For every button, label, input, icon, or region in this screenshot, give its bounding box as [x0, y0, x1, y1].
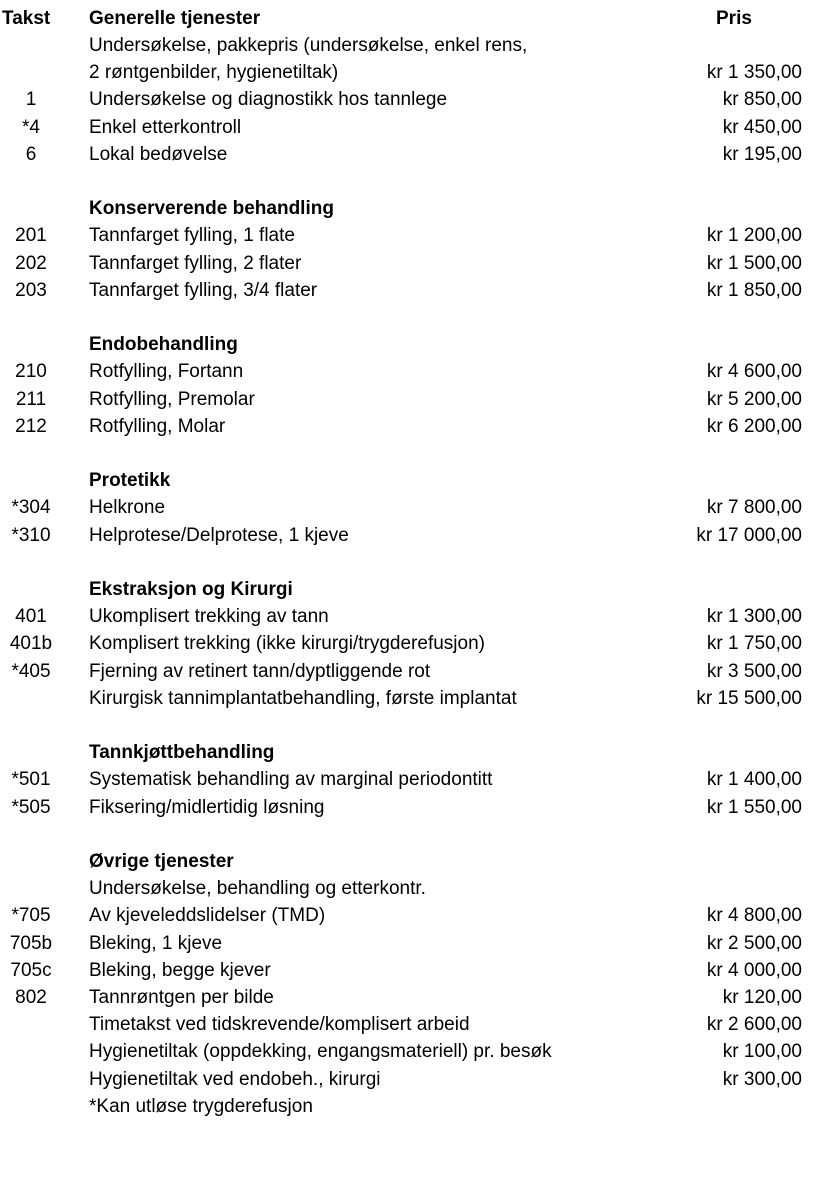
table-row [0, 386, 817, 413]
row-price: kr 5 200,00 [706, 388, 802, 410]
table-row [0, 1093, 817, 1120]
row-description: Rotfylling, Premolar [89, 388, 255, 410]
section-heading [0, 467, 817, 494]
table-row [0, 522, 817, 549]
row-price: kr 120,00 [722, 987, 802, 1008]
row-price: kr 2 500,00 [706, 932, 802, 954]
table-row [0, 358, 817, 385]
row-price: kr 195,00 [722, 143, 802, 165]
row-price: kr 1 500,00 [706, 252, 802, 274]
row-code: *4 [22, 116, 40, 138]
table-row [0, 222, 817, 249]
table-row [0, 304, 817, 331]
row-description: Konserverende behandling [89, 198, 334, 220]
row-code: *501 [11, 769, 51, 791]
row-price: kr 1 550,00 [706, 796, 802, 818]
row-price: kr 300,00 [722, 1068, 802, 1090]
row-price: kr 4 600,00 [706, 361, 802, 383]
row-code: 6 [25, 143, 37, 165]
row-description: Komplisert trekking (ikke kirurgi/trygderefusjon) [89, 633, 485, 655]
table-row [0, 875, 817, 902]
row-description: Lokal bedøvelse [89, 143, 228, 165]
row-price: kr 1 850,00 [706, 279, 802, 301]
row-code: 203 [15, 279, 47, 301]
row-description: Undersøkelse og diagnostikk hos tannlege [89, 89, 448, 111]
row-price: kr 7 800,00 [706, 497, 802, 519]
row-code: *405 [11, 660, 51, 682]
row-description: Rotfylling, Fortann [89, 361, 244, 383]
row-description: Ukomplisert trekking av tann [89, 606, 329, 628]
table-row [0, 413, 817, 440]
row-description: Bleking, 1 kjeve [89, 932, 223, 954]
row-description: Tannkjøttbehandling [89, 742, 275, 764]
table-row [0, 902, 817, 929]
table-row [0, 821, 817, 848]
row-code: 212 [15, 415, 47, 437]
row-price: kr 17 000,00 [696, 524, 802, 546]
table-row [0, 141, 817, 168]
table-row [0, 1066, 817, 1093]
row-price: kr 450,00 [722, 116, 802, 138]
row-price: kr 6 200,00 [706, 415, 802, 437]
row-description: Protetikk [89, 470, 171, 492]
table-row [0, 712, 817, 739]
row-description: Bleking, begge kjever [89, 959, 271, 981]
table-row [0, 277, 817, 304]
section-heading [0, 739, 817, 766]
row-code: *304 [11, 497, 51, 519]
section-heading [0, 576, 817, 603]
table-row [0, 603, 817, 630]
table-row [0, 984, 817, 1011]
row-description: 2 røntgenbilder, hygienetiltak) [89, 62, 339, 84]
row-code: 202 [15, 252, 47, 274]
row-price: kr 15 500,00 [696, 687, 802, 709]
table-row [0, 630, 817, 657]
row-price: kr 1 350,00 [706, 62, 802, 84]
row-description: Ekstraksjon og Kirurgi [89, 579, 293, 600]
header-price: Pris [716, 8, 752, 29]
table-row [0, 494, 817, 521]
section-heading [0, 331, 817, 358]
row-code: *705 [11, 905, 51, 927]
row-code: 802 [15, 987, 47, 1008]
row-price: kr 4 000,00 [706, 959, 802, 981]
table-row [0, 957, 817, 984]
table-row [0, 766, 817, 793]
row-code: 201 [15, 225, 47, 247]
table-row [0, 1011, 817, 1038]
table-row [0, 59, 817, 86]
row-price: kr 3 500,00 [706, 660, 802, 682]
table-row [0, 168, 817, 195]
section-heading [0, 195, 817, 222]
row-description: Fiksering/midlertidig løsning [89, 796, 325, 818]
row-description: Undersøkelse, pakkepris (undersøkelse, enkel rens, [89, 35, 528, 56]
row-price: kr 850,00 [722, 89, 802, 111]
row-description: Tannrøntgen per bilde [89, 987, 274, 1008]
row-code: *505 [11, 796, 51, 818]
row-price: kr 1 400,00 [706, 769, 802, 791]
table-row [0, 1038, 817, 1065]
row-code: 401b [9, 633, 53, 655]
row-description: Øvrige tjenester [89, 851, 234, 872]
row-code: 705c [10, 959, 52, 981]
table-row [0, 86, 817, 113]
row-description: *Kan utløse trygderefusjon [89, 1095, 313, 1117]
row-description: Timetakst ved tidskrevende/komplisert arbeid [89, 1014, 470, 1036]
row-description: Helkrone [89, 497, 166, 519]
row-description: Endobehandling [89, 334, 238, 356]
row-description: Undersøkelse, behandling og etterkontr. [89, 878, 426, 900]
row-code: 211 [15, 388, 47, 410]
row-description: Helprotese/Delprotese, 1 kjeve [89, 524, 349, 546]
row-code: 1 [25, 89, 37, 111]
table-row [0, 440, 817, 467]
row-description: Av kjeveleddslidelser (TMD) [89, 905, 326, 927]
table-row [0, 930, 817, 957]
table-row [0, 549, 817, 576]
header-description: Generelle tjenester [89, 8, 261, 29]
row-description: Kirurgisk tannimplantatbehandling, første implantat [89, 687, 517, 709]
row-price: kr 2 600,00 [706, 1014, 802, 1036]
table-row [0, 32, 817, 59]
row-price: kr 4 800,00 [706, 905, 802, 927]
row-description: Enkel etterkontroll [89, 116, 242, 138]
row-description: Hygienetiltak (oppdekking, engangsmateriell) pr. besøk [89, 1041, 552, 1063]
table-row [0, 658, 817, 685]
row-price: kr 1 300,00 [706, 606, 802, 628]
header-code: Takst [2, 8, 51, 29]
row-code: 705b [9, 932, 53, 954]
table-row [0, 685, 817, 712]
table-row [0, 794, 817, 821]
row-code: 401 [15, 606, 47, 628]
table-row [0, 250, 817, 277]
section-heading [0, 848, 817, 875]
row-description: Rotfylling, Molar [89, 415, 226, 437]
row-price: kr 100,00 [722, 1041, 802, 1063]
row-description: Hygienetiltak ved endobeh., kirurgi [89, 1068, 381, 1090]
row-price: kr 1 750,00 [706, 633, 802, 655]
row-code: 210 [15, 361, 47, 383]
row-description: Systematisk behandling av marginal periodontitt [89, 769, 493, 791]
row-price: kr 1 200,00 [706, 225, 802, 247]
row-description: Tannfarget fylling, 1 flate [89, 225, 295, 247]
row-description: Fjerning av retinert tann/dyptliggende rot [89, 660, 431, 682]
row-description: Tannfarget fylling, 2 flater [89, 252, 302, 274]
row-description: Tannfarget fylling, 3/4 flater [89, 279, 318, 301]
row-code: *310 [11, 524, 51, 546]
table-row [0, 114, 817, 141]
